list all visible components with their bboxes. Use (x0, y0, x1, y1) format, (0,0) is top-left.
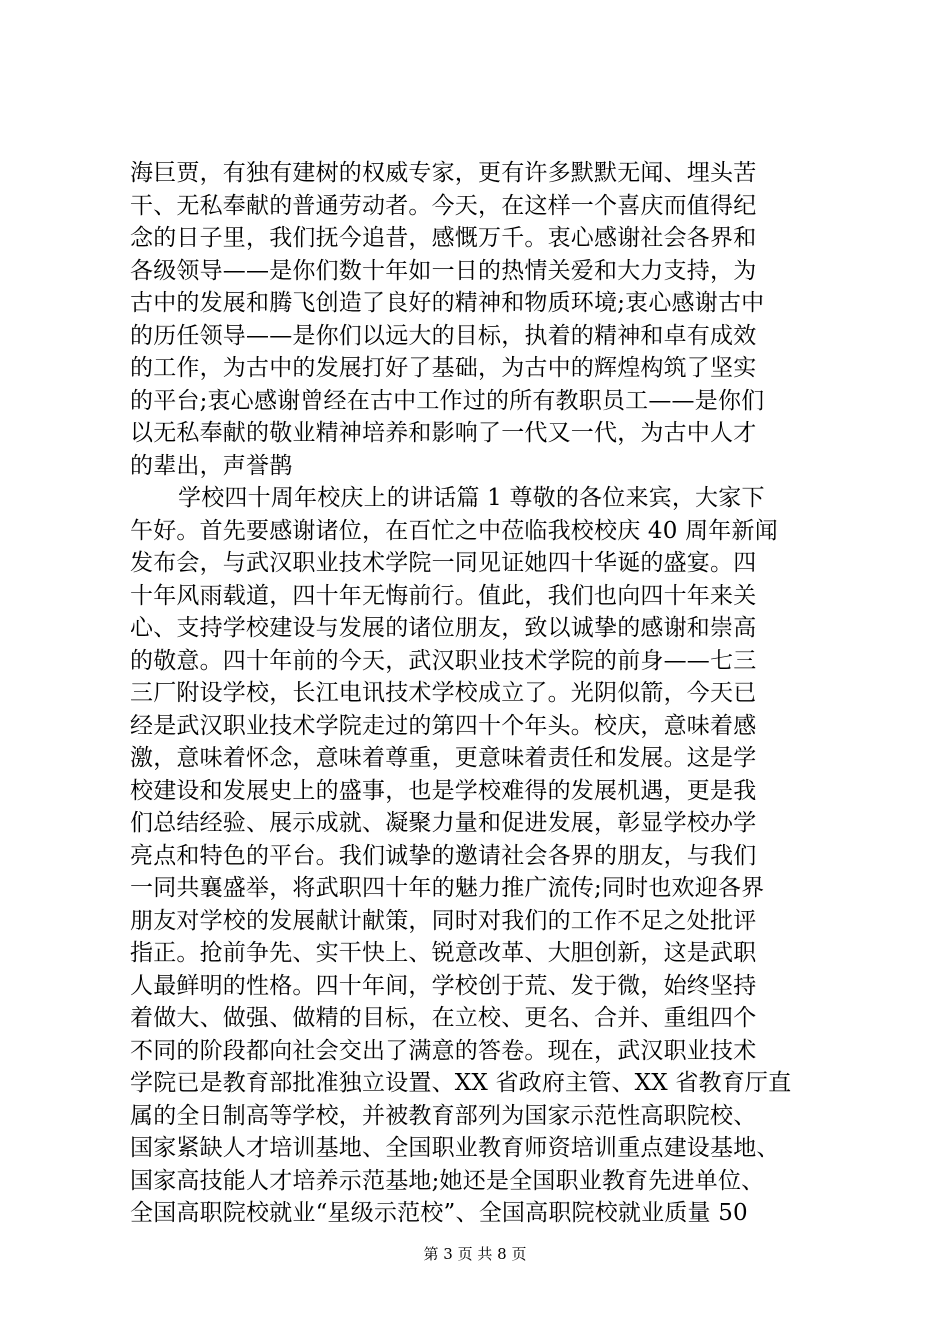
text-line: 心、支持学校建设与发展的诸位朋友，致以诚挚的感谢和崇高 (130, 615, 757, 641)
text-line: 亮点和特色的平台。我们诚挚的邀请社会各界的朋友，与我们 (130, 842, 757, 869)
text-line: 的平台;衷心感谢曾经在古中工作过的所有教职员工——是你们 (130, 387, 765, 414)
text-line: 三厂附设学校，长江电讯技术学校成立了。光阴似箭，今天已 (130, 680, 757, 706)
text-line: 的敬意。四十年前的今天，武汉职业技术学院的前身——七三 (130, 647, 757, 674)
text-line: 不同的阶段都向社会交出了满意的答卷。现在，武汉职业技术 (130, 1037, 757, 1064)
text-line: 校建设和发展史上的盛事，也是学校难得的发展机遇，更是我 (130, 777, 757, 804)
text-line: 发布会，与武汉职业技术学院一同见证她四十华诞的盛宴。四 (130, 550, 757, 576)
text-line: 朋友对学校的发展献计献策，同时对我们的工作不足之处批评 (130, 907, 757, 934)
text-line: 的工作，为古中的发展打好了基础，为古中的辉煌构筑了坚实 (130, 355, 757, 381)
text-line: 着做大、做强、做精的目标，在立校、更名、合并、重组四个 (130, 1005, 757, 1031)
text-line: 干、无私奉献的普通劳动者。今天，在这样一个喜庆而值得纪 (130, 192, 757, 219)
text-line: 的历任领导——是你们以远大的目标，执着的精神和卓有成效 (130, 322, 757, 349)
paragraph (130, 482, 825, 1230)
text-line: 学院已是教育部批准独立设置、XX 省政府主管、XX 省教育厅直 (130, 1070, 792, 1096)
text-line: 们总结经验、展示成就、凝聚力量和促进发展，彰显学校办学 (130, 810, 757, 836)
text-line: 十年风雨载道，四十年无悔前行。值此，我们也向四十年来关 (130, 582, 757, 609)
text-line: 古中的发展和腾飞创造了良好的精神和物质环境;衷心感谢古中 (130, 290, 765, 316)
text-line: 的辈出，声誉鹊 (130, 452, 293, 479)
text-line: 午好。首先要感谢诸位，在百忙之中莅临我校校庆 40 周年新闻 (130, 517, 778, 544)
text-line: 以无私奉献的敬业精神培养和影响了一代又一代，为古中人才 (130, 420, 757, 446)
text-line: 经是武汉职业技术学院走过的第四十个年头。校庆，意味着感 (130, 712, 757, 739)
text-line: 一同共襄盛举，将武职四十年的魅力推广流传;同时也欢迎各界 (130, 875, 765, 901)
text-line: 指正。抢前争先、实干快上、锐意改革、大胆创新，这是武职 (130, 940, 757, 966)
paragraph (130, 157, 825, 482)
text-line: 海巨贾，有独有建树的权威专家，更有许多默默无闻、埋头苦 (130, 160, 757, 186)
text-line: 全国高职院校就业“星级示范校”、全国高职院校就业质量 50 (130, 1200, 748, 1226)
text-line: 人最鲜明的性格。四十年间，学校创于荒、发于微，始终坚持 (130, 972, 757, 999)
text-line: 属的全日制高等学校，并被教育部列为国家示范性高职院校、 (130, 1102, 757, 1129)
page-footer: 第 3 页 共 8 页 (423, 1245, 527, 1263)
text-line: 国家高技能人才培养示范基地;她还是全国职业教育先进单位、 (130, 1167, 765, 1194)
document-body (130, 157, 825, 1230)
text-line: 念的日子里，我们抚今追昔，感慨万千。衷心感谢社会各界和 (130, 225, 757, 251)
text-line: 学校四十周年校庆上的讲话篇 1 尊敬的各位来宾，大家下 (178, 485, 765, 511)
text-line: 各级领导——是你们数十年如一日的热情关爱和大力支持，为 (130, 257, 757, 284)
text-line: 国家紧缺人才培训基地、全国职业教育师资培训重点建设基地、 (130, 1135, 780, 1161)
text-line: 激，意味着怀念，意味着尊重，更意味着责任和发展。这是学 (130, 745, 757, 771)
